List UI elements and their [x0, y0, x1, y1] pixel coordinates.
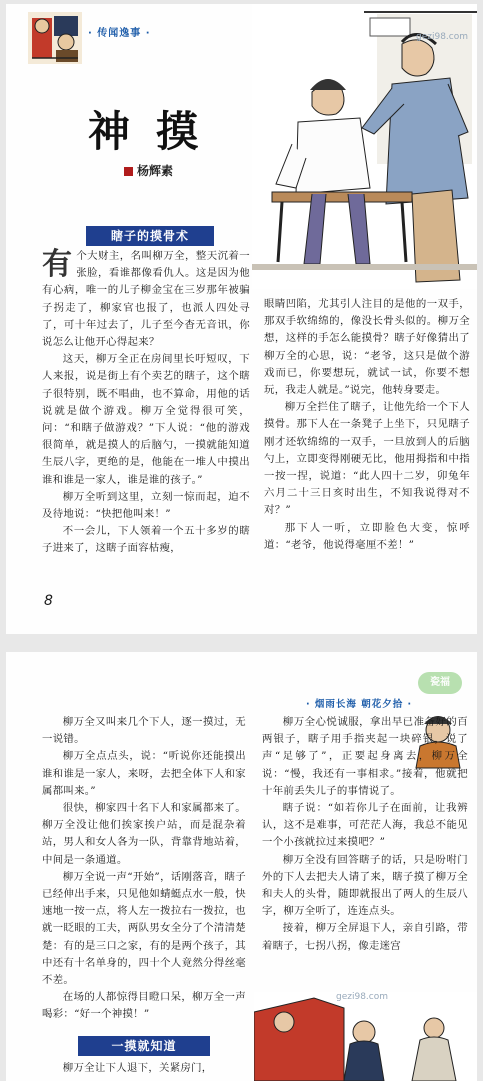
body-column-right: [264, 296, 470, 554]
paragraph: 不一会儿，下人领着一个五十多岁的瞎子进来了，这瞎子面容枯瘦，: [42, 525, 250, 555]
header-illustration: [28, 12, 82, 64]
paragraph: 柳万全听到这里，立刻一惊而起，迫不及待地说：“快把他叫来！”: [42, 490, 250, 521]
author-name: 杨辉素: [137, 164, 174, 178]
subheading-bar: 瞎子的摸骨术: [86, 226, 214, 246]
paragraph: 接着，柳万全屏退下人，亲自引路，带着瞎子，七拐八拐，像走迷宫: [262, 922, 468, 952]
paragraph: 柳万全说一声“开始”，话刚落音，瞎子已经伸出手来，只见他如蜻蜓点水一般，快速地一按一点，将人左一拨拉右一拨拉，也就一眨眼的工夫，两队男女全分了个清清楚楚：有的是三口之家，有的是两个孩子，其中还有十名单身的，四十个人竟然分得丝毫不差。: [42, 870, 246, 987]
body-column-left: [42, 248, 250, 558]
paragraph: 柳万全让下人退下，关紧房门，: [62, 1062, 213, 1074]
paragraph: 这天，柳万全正在房间里长吁短叹，下人来报，说是街上有个卖艺的瞎子，这个瞎子很特别，既不唱曲，也不算命，用他的话说就是做个游戏。柳万全觉得很可笑，问：“和瞎子做游戏？”下人说：“他的游戏很简单，就是摸人的后脑勺，一摸就能知道生辰八字，更绝的是，他能在一堆人中摸出谁和谁是一家人，谁是谁的孩子。”: [42, 353, 250, 486]
paragraph: 在场的人都惊得目瞪口呆，柳万全一声喝彩：“好一个神摸！”: [42, 991, 246, 1021]
site-badge: 瓷福: [418, 672, 462, 694]
author-line: [124, 162, 173, 179]
paragraph: 瞎子说：“如若你儿子在面前，让我辨认，这不是难事，可茫茫人海，我总不能见一个小孩就拉过来摸吧？”: [262, 802, 468, 849]
magazine-page-1: [6, 4, 477, 634]
paragraph: 柳万全拦住了瞎子，让他先给一个下人摸骨。那下人在一条凳子上坐下，只见瞎子刚才还软绵绵的一双手，一旦放到人的后脑勺上，立即变得刚硬无比，他用拇指和中指一按一捏，说道：“此人四十二岁，卯兔年六月二十三日亥时出生，不知我说得对不对？”: [264, 401, 470, 517]
bottom-illustration: [254, 992, 477, 1081]
paragraph: 眼睛凹陷，尤其引人注目的是他的一双手，那双手软绵绵的，像没长骨头似的。柳万全想，这样的手怎么能摸骨？瞎子好像猜出了柳万全的心思，说：“老爷，这只是做个游戏而已，你要想玩，就试一试，你要不想玩，我走人就是。”说完，他转身要走。: [264, 298, 470, 397]
watermark: gezi98.com: [336, 992, 389, 1002]
paragraph: 很快，柳家四十名下人和家属都来了。柳万全没让他们挨家挨户站，而是混杂着站，男人和女人各为一队，背靠背地站着，中间是一条通道。: [42, 802, 246, 866]
page-number: 8: [44, 593, 53, 609]
main-illustration: [252, 4, 477, 289]
author-marker-icon: [124, 167, 133, 176]
paragraph: 柳万全点点头，说：“听说你还能摸出谁和谁是一家人，来呀，去把全体下人和家属都叫来。”: [42, 750, 246, 797]
subheading-bar: 一摸就知道: [78, 1036, 210, 1056]
body-column-left-continued: [42, 1060, 246, 1077]
paragraph: 柳万全没有回答瞎子的话，只是吩咐门外的下人去把夫人请了来，瞎子摸了柳万全和夫人的头骨，随即就报出了两人的生辰八字，柳万全听了，连连点头。: [262, 853, 468, 918]
watermark: gezi98.com: [416, 32, 469, 42]
drop-cap: 有: [42, 247, 73, 282]
section-category: · 烟雨长海 朝花夕拾 ·: [306, 699, 413, 710]
paragraph: 柳万全又叫来几个下人，逐一摸过，无一说错。: [42, 716, 246, 746]
paragraph: 柳万全心悦诚服，拿出早已准备好的百两银子，瞎子用手指夹起一块碎银，说了声“足够了”，正要起身离去，柳万全说：“慢，我还有一事相求。”接着，他就把十年前丢失儿子的事情说了。: [262, 716, 468, 797]
body-column-left: [42, 714, 246, 1024]
magazine-page-2: [6, 652, 477, 1081]
body-column-right: [262, 714, 468, 955]
section-category: · 传闻逸事 ·: [88, 28, 151, 39]
paragraph: 那下人一听，立即脸色大变，惊呼道：“老爷，他说得毫厘不差！”: [264, 521, 470, 551]
paragraph: 有个大财主，名叫柳万全，整天沉着一张脸，看谁都像看仇人。这是因为他有心病，唯一的儿子柳金宝在三岁那年被骗子拐走了，柳家官也报了，也派人四处寻了，可十年过去了，儿子至今杳无音讯，你说怎么让他开心得起来？: [42, 247, 250, 349]
article-title: 神摸: [88, 107, 225, 156]
